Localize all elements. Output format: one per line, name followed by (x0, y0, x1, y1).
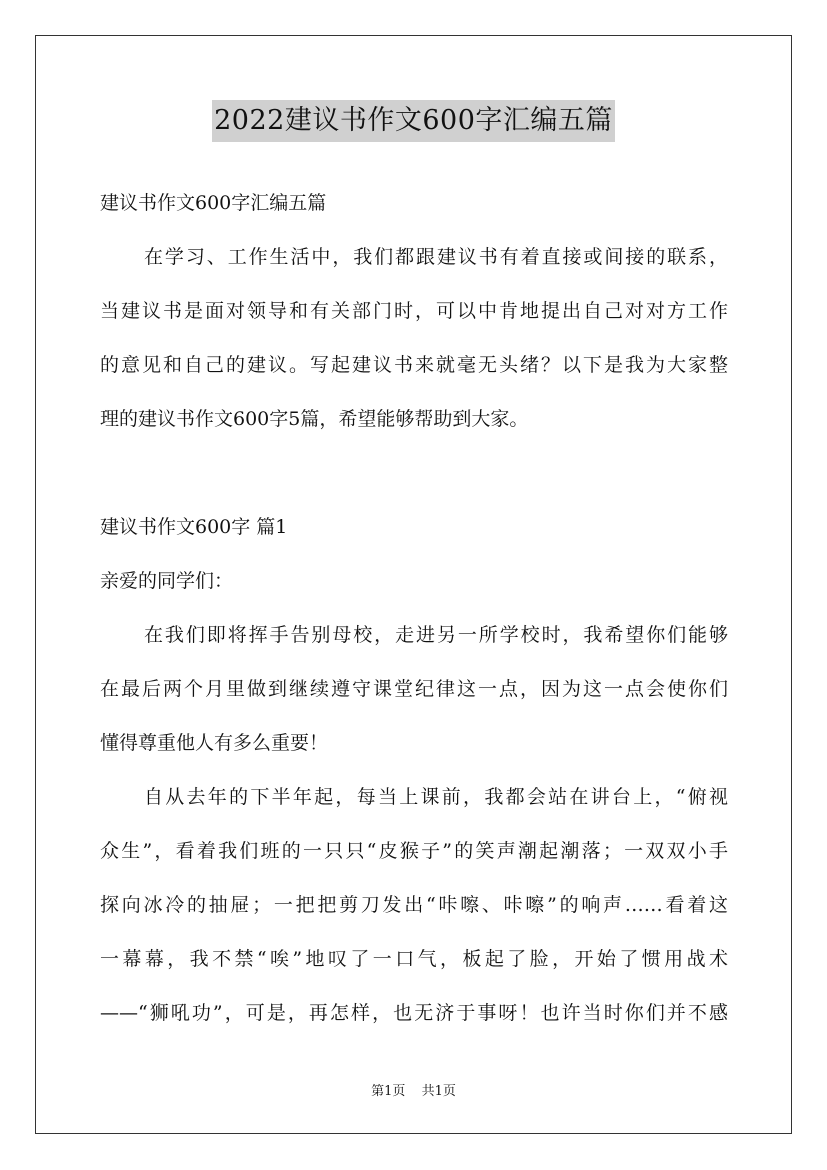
page-number: 第1页 (371, 1084, 406, 1099)
document-subtitle: 建议书作文600字汇编五篇 (100, 192, 327, 214)
paragraph2-line-3: 探向冰冷的抽屉；一把把剪刀发出“咔嚓、咔嚓”的响声……看着这 (100, 894, 728, 916)
title-container (0, 100, 827, 142)
spacer (100, 446, 728, 500)
section-heading: 建议书作文600字 篇1 (100, 516, 288, 538)
salutation: 亲爱的同学们： (100, 570, 234, 592)
intro-line-1: 在学习、工作生活中，我们都跟建议书有着直接或间接的联系， (144, 246, 728, 268)
page-total: 共1页 (421, 1084, 456, 1099)
paragraph2-line-2: 众生”，看着我们班的一只只“皮猴子”的笑声潮起潮落；一双双小手 (100, 840, 728, 862)
paragraph2-line-4: 一幕幕，我不禁“唉”地叹了一口气，板起了脸，开始了惯用战术 (100, 948, 728, 970)
paragraph1-line-2: 在最后两个月里做到继续遵守课堂纪律这一点，因为这一点会使你们 (100, 678, 728, 700)
paragraph1-line-1: 在我们即将挥手告别母校，走进另一所学校时，我希望你们能够 (144, 624, 728, 646)
document-body (100, 176, 728, 1040)
intro-line-2: 当建议书是面对领导和有关部门时，可以中肯地提出自己对对方工作 (100, 300, 728, 322)
paragraph2-line-5: ——“狮吼功”，可是，再怎样，也无济于事呀！也许当时你们并不感 (100, 1002, 728, 1024)
paragraph2-line-1: 自从去年的下半年起，每当上课前，我都会站在讲台上，“俯视 (144, 786, 728, 808)
paragraph1-line-3: 懂得尊重他人有多么重要！ (100, 732, 329, 754)
page-footer (0, 1080, 827, 1099)
intro-line-4: 理的建议书作文600字5篇，希望能够帮助到大家。 (100, 408, 529, 430)
document-title: 2022建议书作文600字汇编五篇 (212, 100, 615, 142)
intro-line-3: 的意见和自己的建议。写起建议书来就毫无头绪？以下是我为大家整 (100, 354, 728, 376)
